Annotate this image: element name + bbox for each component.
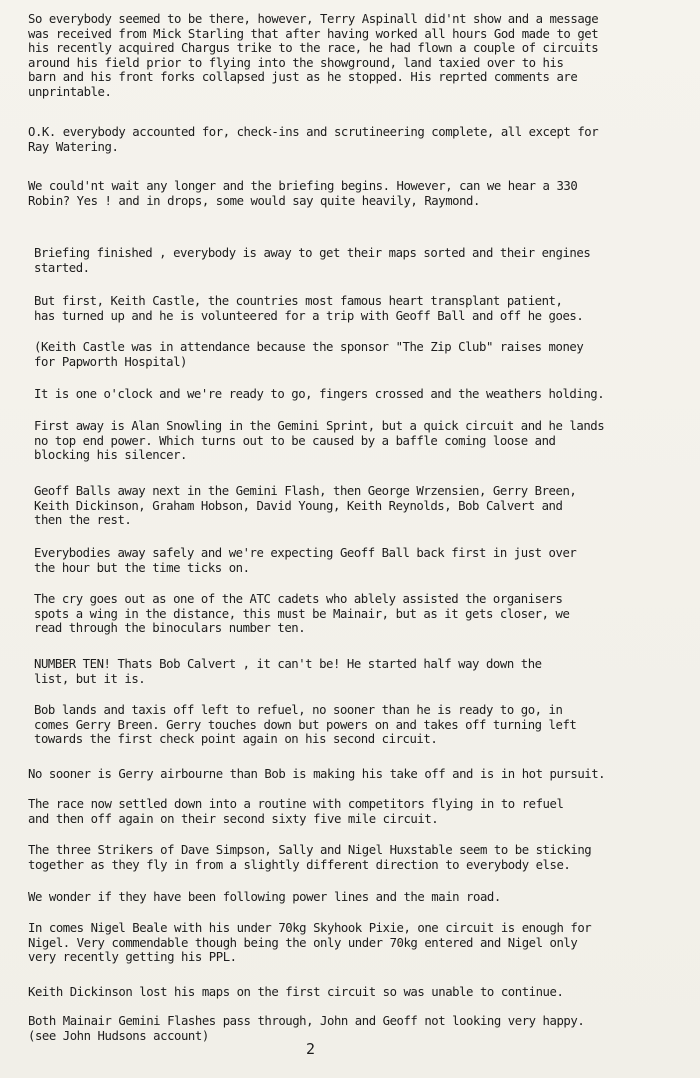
text-line: Ray Watering. — [28, 139, 119, 154]
paragraph-briefing-begins — [28, 179, 692, 208]
text-line: was received from Mick Starling that after having worked all hours God made to get — [28, 26, 599, 41]
text-line: Keith Dickinson, Graham Hobson, David Young, Keith Reynolds, Bob Calvert and — [34, 498, 563, 513]
text-line: Everybodies away safely and we're expecting Geoff Ball back first in just over — [34, 546, 577, 560]
text-line: We wonder if they have been following power lines and the main road. — [28, 890, 501, 904]
paragraph-ok-everybody — [28, 125, 692, 154]
text-line: In comes Nigel Beale with his under 70kg Skyhook Pixie, one circuit is enough for — [28, 921, 592, 935]
text-line: barn and his front forks collapsed just as he stopped. His reprted comments are — [28, 70, 578, 85]
text-line: The cry goes out as one of the ATC cadets who ablely assisted the organisers — [34, 592, 563, 606]
text-line: then the rest. — [34, 513, 132, 528]
text-line: Nigel. Very commendable though being the only under 70kg entered and Nigel only — [28, 935, 578, 950]
text-line: very recently getting his PPL. — [28, 950, 237, 965]
text-line: around his field prior to flying into the showground, land taxied over to his — [28, 55, 564, 70]
text-line: (see John Hudsons account) — [28, 1028, 209, 1043]
paragraph-nigel-beale — [28, 921, 692, 965]
text-line: The race now settled down into a routine with competitors flying in to refuel — [28, 797, 564, 811]
text-line: Keith Dickinson lost his maps on the first circuit so was unable to continue. — [28, 985, 564, 999]
text-line: Geoff Balls away next in the Gemini Flash, then George Wrzensien, Gerry Breen, — [34, 484, 577, 498]
text-line: has turned up and he is volunteered for a trip with Geoff Ball and off he goes. — [34, 308, 584, 323]
text-line: comes Gerry Breen. Gerry touches down but powers on and takes off turning left — [34, 717, 577, 732]
paragraph-bob-lands — [34, 703, 694, 747]
text-line: together as they fly in from a slightly different direction to everybody else. — [28, 857, 571, 872]
text-line: O.K. everybody accounted for, check-ins and scrutineering complete, all except for — [28, 125, 599, 139]
paragraph-gerry-airbourne — [28, 767, 692, 782]
text-line: for Papworth Hospital) — [34, 354, 187, 369]
text-line: (Keith Castle was in attendance because the sponsor "The Zip Club" raises money — [34, 340, 584, 354]
text-line: the hour but the time ticks on. — [34, 560, 250, 575]
text-line: So everybody seemed to be there, however, Terry Aspinall did'nt show and a message — [28, 12, 599, 26]
text-line: NUMBER TEN! Thats Bob Calvert , it can't be! He started half way down the — [34, 657, 542, 671]
paragraph-keith-dickinson — [28, 985, 692, 1000]
text-line: No sooner is Gerry airbourne than Bob is making his take off and is in hot pursuit. — [28, 767, 606, 781]
paragraph-power-lines — [28, 890, 692, 905]
page-number: 2 — [306, 1040, 316, 1058]
paragraph-number-ten — [34, 657, 694, 686]
paragraph-three-strikers — [28, 843, 692, 872]
text-line: blocking his silencer. — [34, 448, 187, 463]
paragraph-everybodies-away — [34, 546, 694, 575]
paragraph-first-away — [34, 419, 694, 463]
text-line: We could'nt wait any longer and the briefing begins. However, can we hear a 330 — [28, 179, 578, 193]
paragraph-atc-cadets — [34, 592, 694, 636]
text-line: Briefing finished , everybody is away to get their maps sorted and their engines — [34, 246, 591, 260]
text-line: But first, Keith Castle, the countries most famous heart transplant patient, — [34, 294, 563, 308]
text-line: started. — [34, 260, 90, 275]
text-line: no top end power. Which turns out to be caused by a baffle coming loose and — [34, 433, 556, 448]
paragraph-briefing-finished — [34, 246, 694, 275]
text-line: First away is Alan Snowling in the Gemini Sprint, but a quick circuit and he lands — [34, 419, 605, 433]
text-line: The three Strikers of Dave Simpson, Sally and Nigel Huxstable seem to be sticking — [28, 843, 592, 857]
paragraph-race-settled — [28, 797, 692, 826]
text-line: Bob lands and taxis off left to refuel, no sooner than he is ready to go, in — [34, 703, 563, 717]
paragraph-keith-castle — [34, 294, 694, 323]
text-line: read through the binoculars number ten. — [34, 621, 306, 636]
paragraph-geoff-balls-away — [34, 484, 694, 528]
text-line: his recently acquired Chargus trike to the race, he had flown a couple of circuits — [28, 41, 599, 56]
text-line: Both Mainair Gemini Flashes pass through, John and Geoff not looking very happy. — [28, 1014, 585, 1028]
text-line: and then off again on their second sixty five mile circuit. — [28, 811, 439, 826]
paragraph-one-oclock — [34, 387, 694, 402]
text-line: towards the first check point again on his second circuit. — [34, 732, 438, 747]
paragraph-terry-aspinall — [28, 12, 692, 100]
paragraph-mainair-flashes — [28, 1014, 692, 1043]
text-line: It is one o'clock and we're ready to go, fingers crossed and the weathers holding. — [34, 387, 605, 401]
text-line: Robin? Yes ! and in drops, some would say quite heavily, Raymond. — [28, 193, 480, 208]
text-line: unprintable. — [28, 84, 112, 99]
paragraph-zip-club — [34, 340, 694, 369]
text-line: spots a wing in the distance, this must be Mainair, but as it gets closer, we — [34, 606, 570, 621]
text-line: list, but it is. — [34, 671, 146, 686]
